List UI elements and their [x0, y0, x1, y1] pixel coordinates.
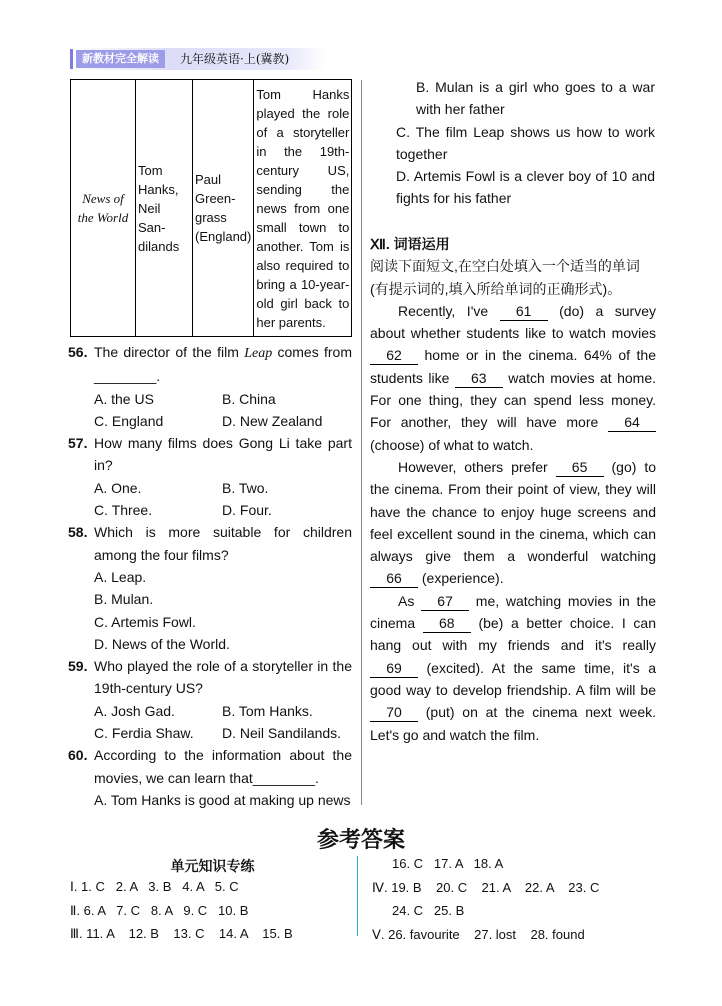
passage-text: (be) a better choice. I can hang out with my friends and it's really: [370, 615, 657, 654]
question-60: [68, 744, 352, 789]
option: C. Three.: [94, 502, 153, 519]
blank-63[interactable]: 63: [455, 369, 503, 388]
passage-text: (choose) of what to watch.: [370, 436, 534, 453]
question-text: According to the information about the movies, we can learn that________.: [94, 747, 352, 786]
option: A. One.: [94, 479, 142, 496]
answer-line: Ⅲ. 11. A 12. B 13. C 14. A 15. B: [70, 926, 293, 941]
passage-text: As: [398, 592, 422, 609]
option: A. Leap.: [94, 568, 147, 585]
film-name: News of the World: [71, 80, 136, 337]
option: D. Neil Sandilands.: [222, 725, 342, 742]
option: D. Four.: [222, 502, 272, 519]
passage-paragraph: [370, 456, 656, 590]
answers-divider: [357, 856, 358, 936]
blank-69[interactable]: 69: [370, 659, 418, 678]
brand-tag: 新教材完全解读: [76, 50, 165, 68]
options: [68, 388, 352, 433]
passage-text: (put) on at the cinema next week. Let's go and watch the film.: [370, 704, 656, 743]
answer-line: Ⅳ. 19. B 20. C 21. A 22. A 23. C: [372, 879, 600, 895]
answer-line: Ⅱ. 6. A 7. C 8. A 9. C 10. B: [70, 902, 249, 918]
question-number: 56.: [68, 344, 88, 360]
blank-61[interactable]: 61: [500, 302, 548, 321]
blank-67[interactable]: 67: [421, 592, 469, 611]
film-director: Paul Green-grass (England): [193, 80, 254, 337]
option: A. Tom Hanks is good at making up news: [94, 791, 351, 808]
question-number: 59.: [68, 658, 88, 675]
passage-text: Recently, I've: [398, 302, 500, 319]
question-text-end: comes from ________.: [94, 344, 353, 385]
option: B. Mulan.: [94, 591, 154, 608]
answer-line: 24. C 25. B: [392, 903, 465, 918]
option: B. Two.: [222, 479, 269, 496]
answers-left: [70, 875, 293, 946]
option: C. Artemis Fowl.: [94, 613, 196, 630]
section-instruction: 阅读下面短文,在空白处填入一个适当的单词(有提示词的,填入所给单词的正确形式)。: [370, 258, 640, 297]
options: [68, 566, 352, 655]
option: B. China: [222, 390, 276, 407]
passage-text: (do) a survey about whether students like to watch movies: [370, 302, 656, 342]
options: [68, 700, 352, 745]
option: A. the US: [94, 390, 154, 407]
book-title: 九年级英语·上(冀教): [180, 52, 290, 66]
question-58: [68, 521, 352, 566]
question-57: [68, 432, 352, 477]
blank-68[interactable]: 68: [423, 614, 471, 633]
question-59: [68, 655, 352, 700]
passage-text: watch movies at home. For one thing, they can spend less money. For another, they will have more: [370, 369, 657, 431]
option: B. Tom Hanks.: [222, 702, 313, 719]
option: D. New Zealand: [222, 412, 323, 429]
blank-64[interactable]: 64: [608, 413, 656, 432]
film-stars: Tom Hanks, Neil San-dilands: [136, 80, 193, 337]
question-text: How many films does Gong Li take part in?: [94, 435, 352, 474]
blank-66[interactable]: 66: [370, 569, 418, 588]
passage-text: home or in the cinema. 64% of the students like: [370, 347, 656, 386]
option: B. Mulan is a girl who goes to a war with her father: [416, 79, 655, 118]
column-divider: [361, 80, 362, 805]
questions-left: [68, 341, 352, 811]
blank-62[interactable]: 62: [370, 346, 418, 365]
answer-line: Ⅰ. 1. C 2. A 3. B 4. A 5. C: [70, 879, 239, 894]
option: D. News of the World.: [94, 635, 230, 652]
answer-line: Ⅴ. 26. favourite 27. lost 28. found: [372, 926, 585, 942]
section-title: Ⅻ. 词语运用: [370, 236, 450, 252]
passage-text: me, watching movies in the cinema: [370, 592, 657, 632]
question-56: [68, 341, 352, 388]
page-header: [68, 48, 326, 70]
question-emphasis: Leap: [244, 346, 273, 361]
passage-text: (excited). At the same time, it's a good way to develop friendship. A film will be: [370, 659, 656, 698]
film-table: [70, 79, 352, 337]
question-text: Which is more suitable for children among the four films?: [94, 524, 352, 563]
header-bar: [70, 49, 73, 69]
question-number: 58.: [68, 524, 88, 541]
passage-text: However, others prefer: [398, 458, 556, 475]
passage-paragraph: [370, 300, 656, 456]
question-number: 57.: [68, 435, 88, 452]
answers-subtitle: 单元知识专练: [170, 859, 255, 875]
option: C. Ferdia Shaw.: [94, 725, 194, 742]
blank-65[interactable]: 65: [556, 458, 604, 477]
passage-paragraph: [370, 590, 656, 746]
question-number: 60.: [68, 747, 88, 764]
answers-title: 参考答案: [316, 828, 405, 853]
passage: [370, 300, 656, 746]
question-text: The director of the film: [94, 344, 239, 360]
film-story: Tom Hanks played the role of a storyteller in the 19th-century US, sending the news from one small town to another. Tom is also required to bring a 10-year-old girl back to her parents.: [254, 80, 352, 337]
answer-line: 16. C 17. A 18. A: [392, 856, 504, 871]
blank-70[interactable]: 70: [370, 703, 418, 722]
option: D. Artemis Fowl is a clever boy of 10 and fights for his father: [396, 168, 655, 207]
option: C. The film Leap shows us how to work together: [396, 123, 655, 162]
question-text: Who played the role of a storyteller in the 19th-century US?: [94, 658, 352, 697]
option: A. Josh Gad.: [94, 702, 175, 719]
options: [68, 477, 352, 522]
option: C. England: [94, 412, 164, 429]
answers-right: [372, 852, 599, 946]
questions-right: [370, 76, 655, 210]
passage-text: (experience).: [418, 570, 504, 587]
table-row: [71, 80, 352, 337]
section-12: [370, 233, 656, 746]
passage-text: (go) to the cinema. From their point of view, they will have the chance to enjoy huge screens and feel excellent sound in the cinema, which can always give them a wonderful watching: [370, 458, 656, 565]
